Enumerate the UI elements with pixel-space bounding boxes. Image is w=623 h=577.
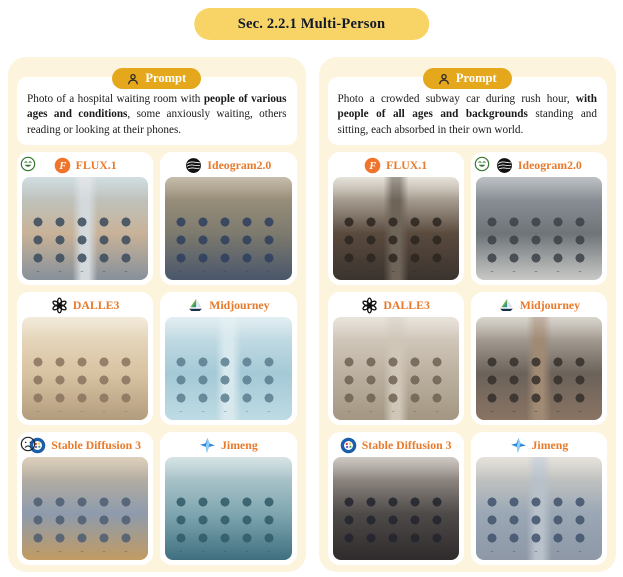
model-name: FLUX.1	[75, 157, 117, 172]
model-name: Jimeng	[531, 437, 569, 452]
model-name: Jimeng	[221, 437, 258, 452]
openai-logo	[361, 297, 378, 314]
image-light-band	[476, 317, 602, 340]
model-card-header	[476, 295, 602, 315]
jimeng-logo	[199, 437, 216, 454]
image-people-pattern	[170, 354, 286, 412]
person-icon	[438, 73, 450, 85]
prompt-text: Photo of a hospital waiting room with people of various ages and conditions, some anxiously waiting, others reading or looking at their phones.	[27, 93, 287, 136]
generated-image	[333, 317, 459, 420]
happy-face-icon	[20, 156, 36, 172]
midjourney-logo	[187, 297, 204, 314]
image-light-band	[333, 457, 459, 480]
model-card-header	[165, 435, 291, 455]
image-light-band	[333, 177, 459, 200]
model-card-stable-diffusion-3	[328, 432, 464, 565]
image-light-band	[333, 317, 459, 340]
prompt-badge	[112, 68, 201, 89]
model-name: Ideogram2.0	[207, 157, 272, 172]
generated-image	[476, 317, 602, 420]
model-name: Midjourney	[209, 297, 270, 312]
happy-face-icon	[474, 156, 490, 172]
model-name: FLUX.1	[386, 157, 428, 172]
model-card-dalle3	[17, 292, 153, 425]
model-card-header	[476, 155, 602, 175]
svg-text:F: F	[369, 160, 377, 172]
panel-crowded-subway-car	[319, 57, 617, 572]
image-grid	[328, 152, 608, 565]
midjourney-logo	[498, 297, 515, 314]
image-people-pattern	[338, 494, 454, 552]
image-light-band	[165, 177, 291, 200]
generated-image	[22, 457, 148, 560]
ideogram-logo	[496, 157, 513, 174]
ideogram-logo	[185, 157, 202, 174]
generated-image	[165, 177, 291, 280]
sad-face-icon	[20, 436, 36, 452]
model-card-header	[333, 295, 459, 315]
model-card-header	[476, 435, 602, 455]
image-people-pattern	[481, 214, 597, 272]
model-card-flux-1	[328, 152, 464, 285]
flux-logo	[364, 157, 381, 174]
image-people-pattern	[170, 494, 286, 552]
prompt-badge-label: Prompt	[145, 71, 187, 85]
model-card-header	[22, 155, 148, 175]
image-grid	[17, 152, 297, 565]
image-people-pattern	[481, 494, 597, 552]
generated-image	[22, 317, 148, 420]
image-people-pattern	[338, 214, 454, 272]
model-card-header	[333, 435, 459, 455]
generated-image	[476, 177, 602, 280]
image-people-pattern	[27, 354, 143, 412]
image-light-band	[22, 457, 148, 480]
image-people-pattern	[27, 494, 143, 552]
image-light-band	[22, 177, 148, 200]
model-name: Stable Diffusion 3	[361, 437, 452, 452]
model-card-header	[333, 155, 459, 175]
panel-hospital-waiting-room	[8, 57, 306, 572]
model-name: Midjourney	[519, 297, 581, 312]
image-light-band	[165, 317, 291, 340]
model-name: DALLE3	[72, 297, 120, 312]
model-card-jimeng	[160, 432, 296, 565]
model-name: Ideogram2.0	[517, 157, 582, 172]
generated-image	[333, 457, 459, 560]
image-people-pattern	[481, 354, 597, 412]
model-card-header	[22, 295, 148, 315]
prompt-text: Photo a crowded subway car during rush hour, with people of all ages and backgrounds standing and sitting, each absorbed in their own world.	[337, 93, 597, 136]
image-people-pattern	[170, 214, 286, 272]
model-card-ideogram2-0	[160, 152, 296, 285]
generated-image	[22, 177, 148, 280]
image-people-pattern	[27, 214, 143, 272]
model-card-flux-1	[17, 152, 153, 285]
model-name: DALLE3	[383, 297, 430, 312]
model-card-ideogram2-0	[471, 152, 607, 285]
flux-logo	[54, 157, 71, 174]
section-title: Sec. 2.2.1 Multi-Person	[237, 16, 386, 32]
model-name: Stable Diffusion 3	[51, 437, 142, 452]
image-light-band	[476, 457, 602, 480]
generated-image	[165, 457, 291, 560]
model-card-dalle3	[328, 292, 464, 425]
model-card-stable-diffusion-3	[17, 432, 153, 565]
prompt-badge	[423, 68, 512, 89]
model-card-header	[165, 295, 291, 315]
section-title-pill	[194, 8, 430, 40]
model-card-header	[165, 155, 291, 175]
sd3-logo	[340, 437, 357, 454]
model-card-header	[22, 435, 148, 455]
image-people-pattern	[338, 354, 454, 412]
model-card-jimeng	[471, 432, 607, 565]
prompt-badge-label: Prompt	[455, 71, 497, 85]
jimeng-logo	[510, 437, 527, 454]
image-light-band	[22, 317, 148, 340]
comparison-panels	[8, 57, 616, 572]
generated-image	[165, 317, 291, 420]
image-light-band	[165, 457, 291, 480]
model-card-midjourney	[160, 292, 296, 425]
openai-logo	[51, 297, 68, 314]
svg-text:F: F	[59, 160, 66, 172]
image-light-band	[476, 177, 602, 200]
generated-image	[333, 177, 459, 280]
model-card-midjourney	[471, 292, 607, 425]
person-icon	[127, 73, 139, 85]
generated-image	[476, 457, 602, 560]
